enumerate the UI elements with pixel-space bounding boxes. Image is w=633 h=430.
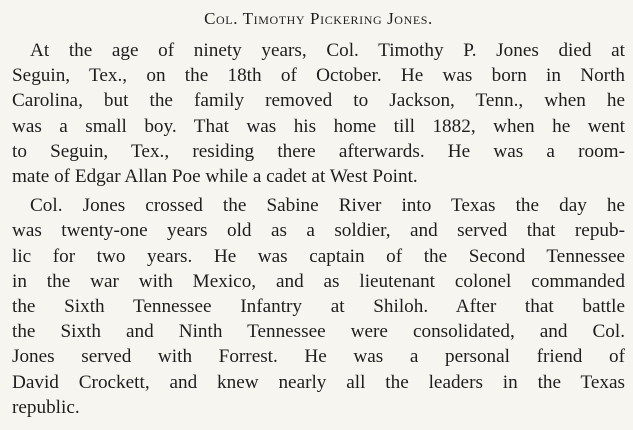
text-line: At the age of ninety years, Col. Timothy P. Jones died at [30,40,625,61]
text-line: Carolina, but the family removed to Jackson, Tenn., when he [12,90,625,112]
paragraph-1 [12,38,625,189]
text-line: Col. Jones crossed the Sabine River into Texas the day he [30,195,625,217]
paragraph-2 [12,193,625,420]
text-line: in the war with Mexico, and as lieutenant colonel commanded [12,270,625,292]
article-title: Col. Timothy Pickering Jones. [204,9,433,28]
text-line: the Sixth Tennessee Infantry at Shiloh. After that battle [12,296,625,318]
text-line: the Sixth and Ninth Tennessee were consolidated, and Col. [12,321,625,343]
text-line: was twenty-one years old as a soldier, and served that repub- [12,220,625,242]
text-line: Seguin, Tex., on the 18th of October. He was born in North [12,65,625,87]
text-line: David Crockett, and knew nearly all the leaders in the Texas [12,371,625,393]
text-line: republic. [12,396,80,418]
text-line: to Seguin, Tex., residing there afterwards. He was a room- [12,140,625,162]
text-line: Jones served with Forrest. He was a personal friend of [12,346,625,368]
text-line: mate of Edgar Allan Poe while a cadet at West Point. [12,166,418,188]
text-line: lic for two years. He was captain of the Second Tennessee [12,245,625,267]
text-line: was a small boy. That was his home till 1882, when he went [12,115,625,137]
